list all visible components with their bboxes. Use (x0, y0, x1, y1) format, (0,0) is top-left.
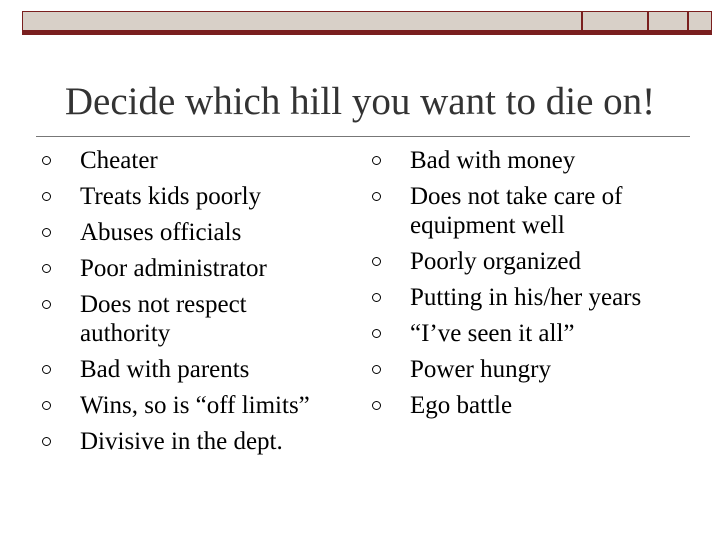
hollow-circle-bullet-icon (42, 192, 51, 201)
list-item-text: “I’ve seen it all” (410, 320, 575, 347)
list-item-text: Bad with parents (80, 356, 250, 383)
list-item (372, 283, 692, 312)
hollow-circle-bullet-icon (42, 156, 51, 165)
right-bullet-list (372, 146, 692, 427)
left-bullet-list (42, 146, 342, 463)
hollow-circle-bullet-icon (372, 156, 381, 165)
list-item-text: Treats kids poorly (80, 183, 262, 210)
list-item (42, 290, 342, 348)
hollow-circle-bullet-icon (42, 437, 51, 446)
hollow-circle-bullet-icon (372, 365, 381, 374)
hollow-circle-bullet-icon (42, 264, 51, 273)
list-item (42, 355, 342, 384)
list-item-text: Divisive in the dept. (80, 428, 283, 455)
list-item (42, 254, 342, 283)
slide-title: Decide which hill you want to die on! (64, 80, 656, 123)
list-item-text: Bad with money (410, 147, 576, 174)
list-item (42, 146, 342, 175)
list-item (372, 146, 692, 175)
header-bar (22, 31, 712, 35)
list-item (42, 182, 342, 211)
list-item-text: Does not take care of equipment well (410, 183, 623, 239)
list-item (372, 182, 692, 240)
list-item (372, 247, 692, 276)
list-item (372, 391, 692, 420)
list-item (42, 427, 342, 456)
hollow-circle-bullet-icon (372, 401, 381, 410)
list-item-text: Abuses officials (80, 219, 242, 246)
hollow-circle-bullet-icon (42, 401, 51, 410)
hollow-circle-bullet-icon (42, 365, 51, 374)
header-band-cell (582, 11, 648, 31)
hollow-circle-bullet-icon (372, 293, 381, 302)
hollow-circle-bullet-icon (372, 257, 381, 266)
list-item-text: Poor administrator (80, 255, 267, 282)
list-item (372, 355, 692, 384)
hollow-circle-bullet-icon (372, 329, 381, 338)
list-item-text: Ego battle (410, 392, 513, 419)
hollow-circle-bullet-icon (372, 192, 381, 201)
list-item (372, 319, 692, 348)
list-item (42, 391, 342, 420)
list-item (42, 218, 342, 247)
list-item-text: Putting in his/her years (410, 284, 642, 311)
header-band-cell (648, 11, 688, 31)
header-band-cell (688, 11, 712, 31)
list-item-text: Wins, so is “off limits” (80, 392, 310, 419)
header-decoration (22, 11, 712, 35)
title-divider (36, 136, 690, 137)
header-band-long (22, 11, 582, 31)
list-item-text: Poorly organized (410, 248, 582, 275)
hollow-circle-bullet-icon (42, 300, 51, 309)
hollow-circle-bullet-icon (42, 228, 51, 237)
list-item-text: Cheater (80, 147, 158, 174)
list-item-text: Power hungry (410, 356, 551, 383)
list-item-text: Does not respect authority (80, 291, 247, 347)
